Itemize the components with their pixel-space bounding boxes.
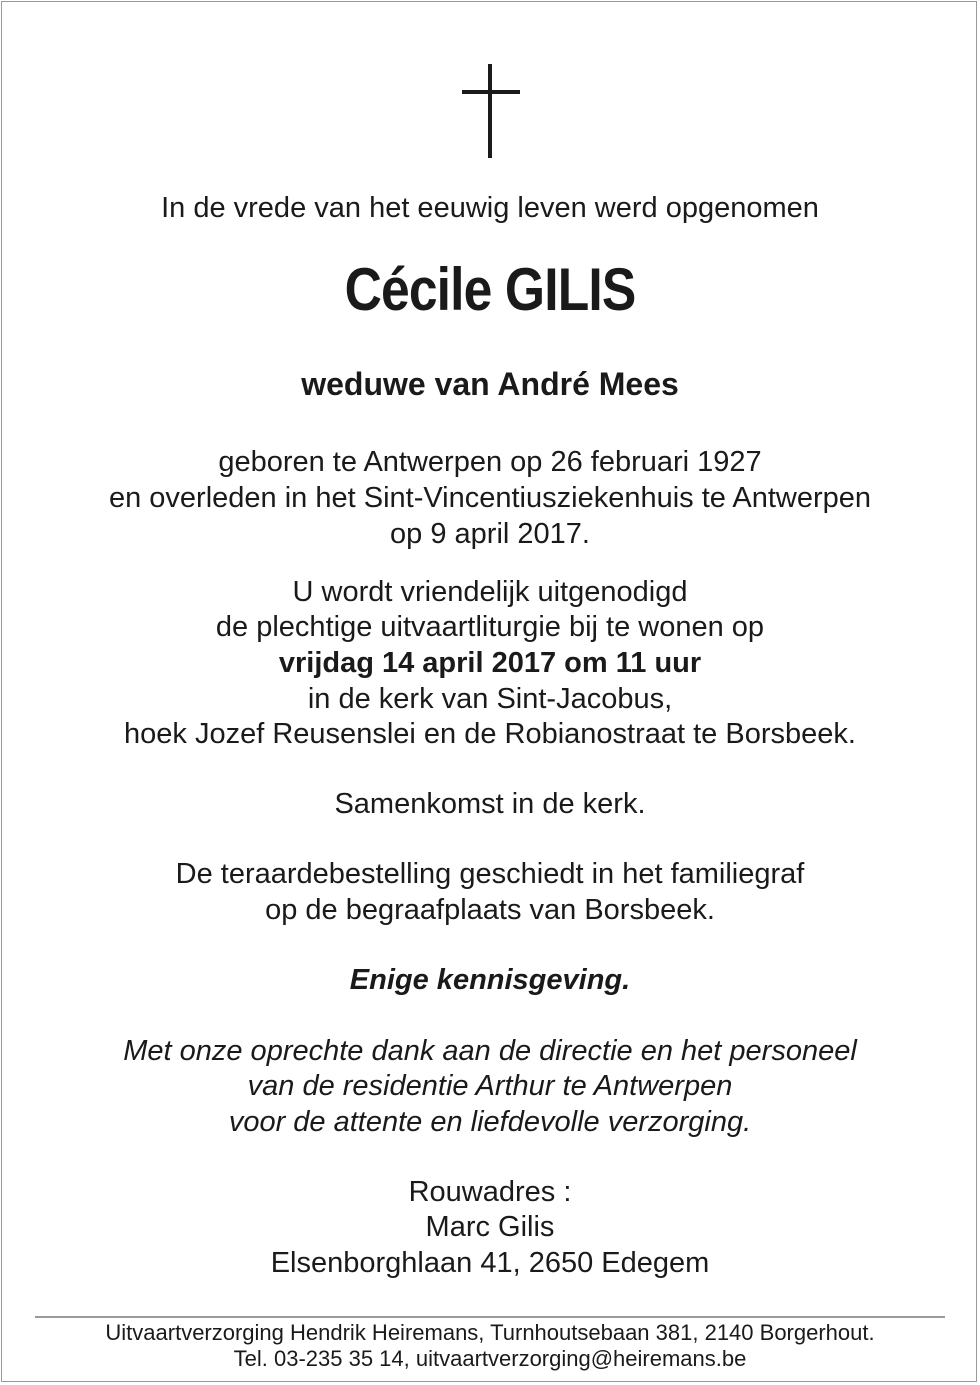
footer-line-2: Tel. 03-235 35 14, uitvaartverzorging@heiremans.be (233, 1346, 747, 1371)
thanks-line-2: van de residentie Arthur te Antwerpen (247, 1070, 733, 1102)
cross-icon (462, 64, 520, 158)
notice-text: Enige kennisgeving. (349, 964, 631, 996)
thanks-line-1: Met onze oprechte dank aan de directie en het personeel (123, 1035, 857, 1067)
intro-text: In de vrede van het eeuwig leven werd opgenomen (161, 192, 819, 224)
footer-divider (35, 1316, 945, 1318)
deceased-name: Cécile GILIS (344, 256, 636, 323)
death-date-line: op 9 april 2017. (390, 518, 590, 550)
funeral-date: vrijdag 14 april 2017 om 11 uur (278, 647, 702, 679)
footer-line-1: Uitvaartverzorging Hendrik Heiremans, Turnhoutsebaan 381, 2140 Borgerhout. (105, 1320, 875, 1345)
gathering-text: Samenkomst in de kerk. (334, 788, 646, 820)
address-contact: Marc Gilis (425, 1211, 555, 1243)
thanks-line-3: voor de attente en liefdevolle verzorging. (228, 1106, 752, 1138)
address-label: Rouwadres : (408, 1176, 572, 1208)
invitation-line-2: de plechtige uitvaartliturgie bij te wonen op (215, 611, 765, 643)
invitation-line-1: U wordt vriendelijk uitgenodigd (292, 576, 688, 608)
burial-line-2: op de begraafplaats van Borsbeek. (265, 894, 715, 926)
church-line: in de kerk van Sint-Jacobus, (307, 683, 673, 715)
church-address-line: hoek Jozef Reusenslei en de Robianostraat te Borsbeek. (124, 718, 856, 750)
address-street: Elsenborghlaan 41, 2650 Edegem (270, 1247, 710, 1279)
death-line: en overleden in het Sint-Vincentiusziekenhuis te Antwerpen (108, 482, 871, 514)
birth-line: geboren te Antwerpen op 26 februari 1927 (218, 446, 762, 478)
burial-line-1: De teraardebestelling geschiedt in het familiegraf (175, 858, 805, 890)
spouse-text: weduwe van André Mees (301, 366, 679, 402)
